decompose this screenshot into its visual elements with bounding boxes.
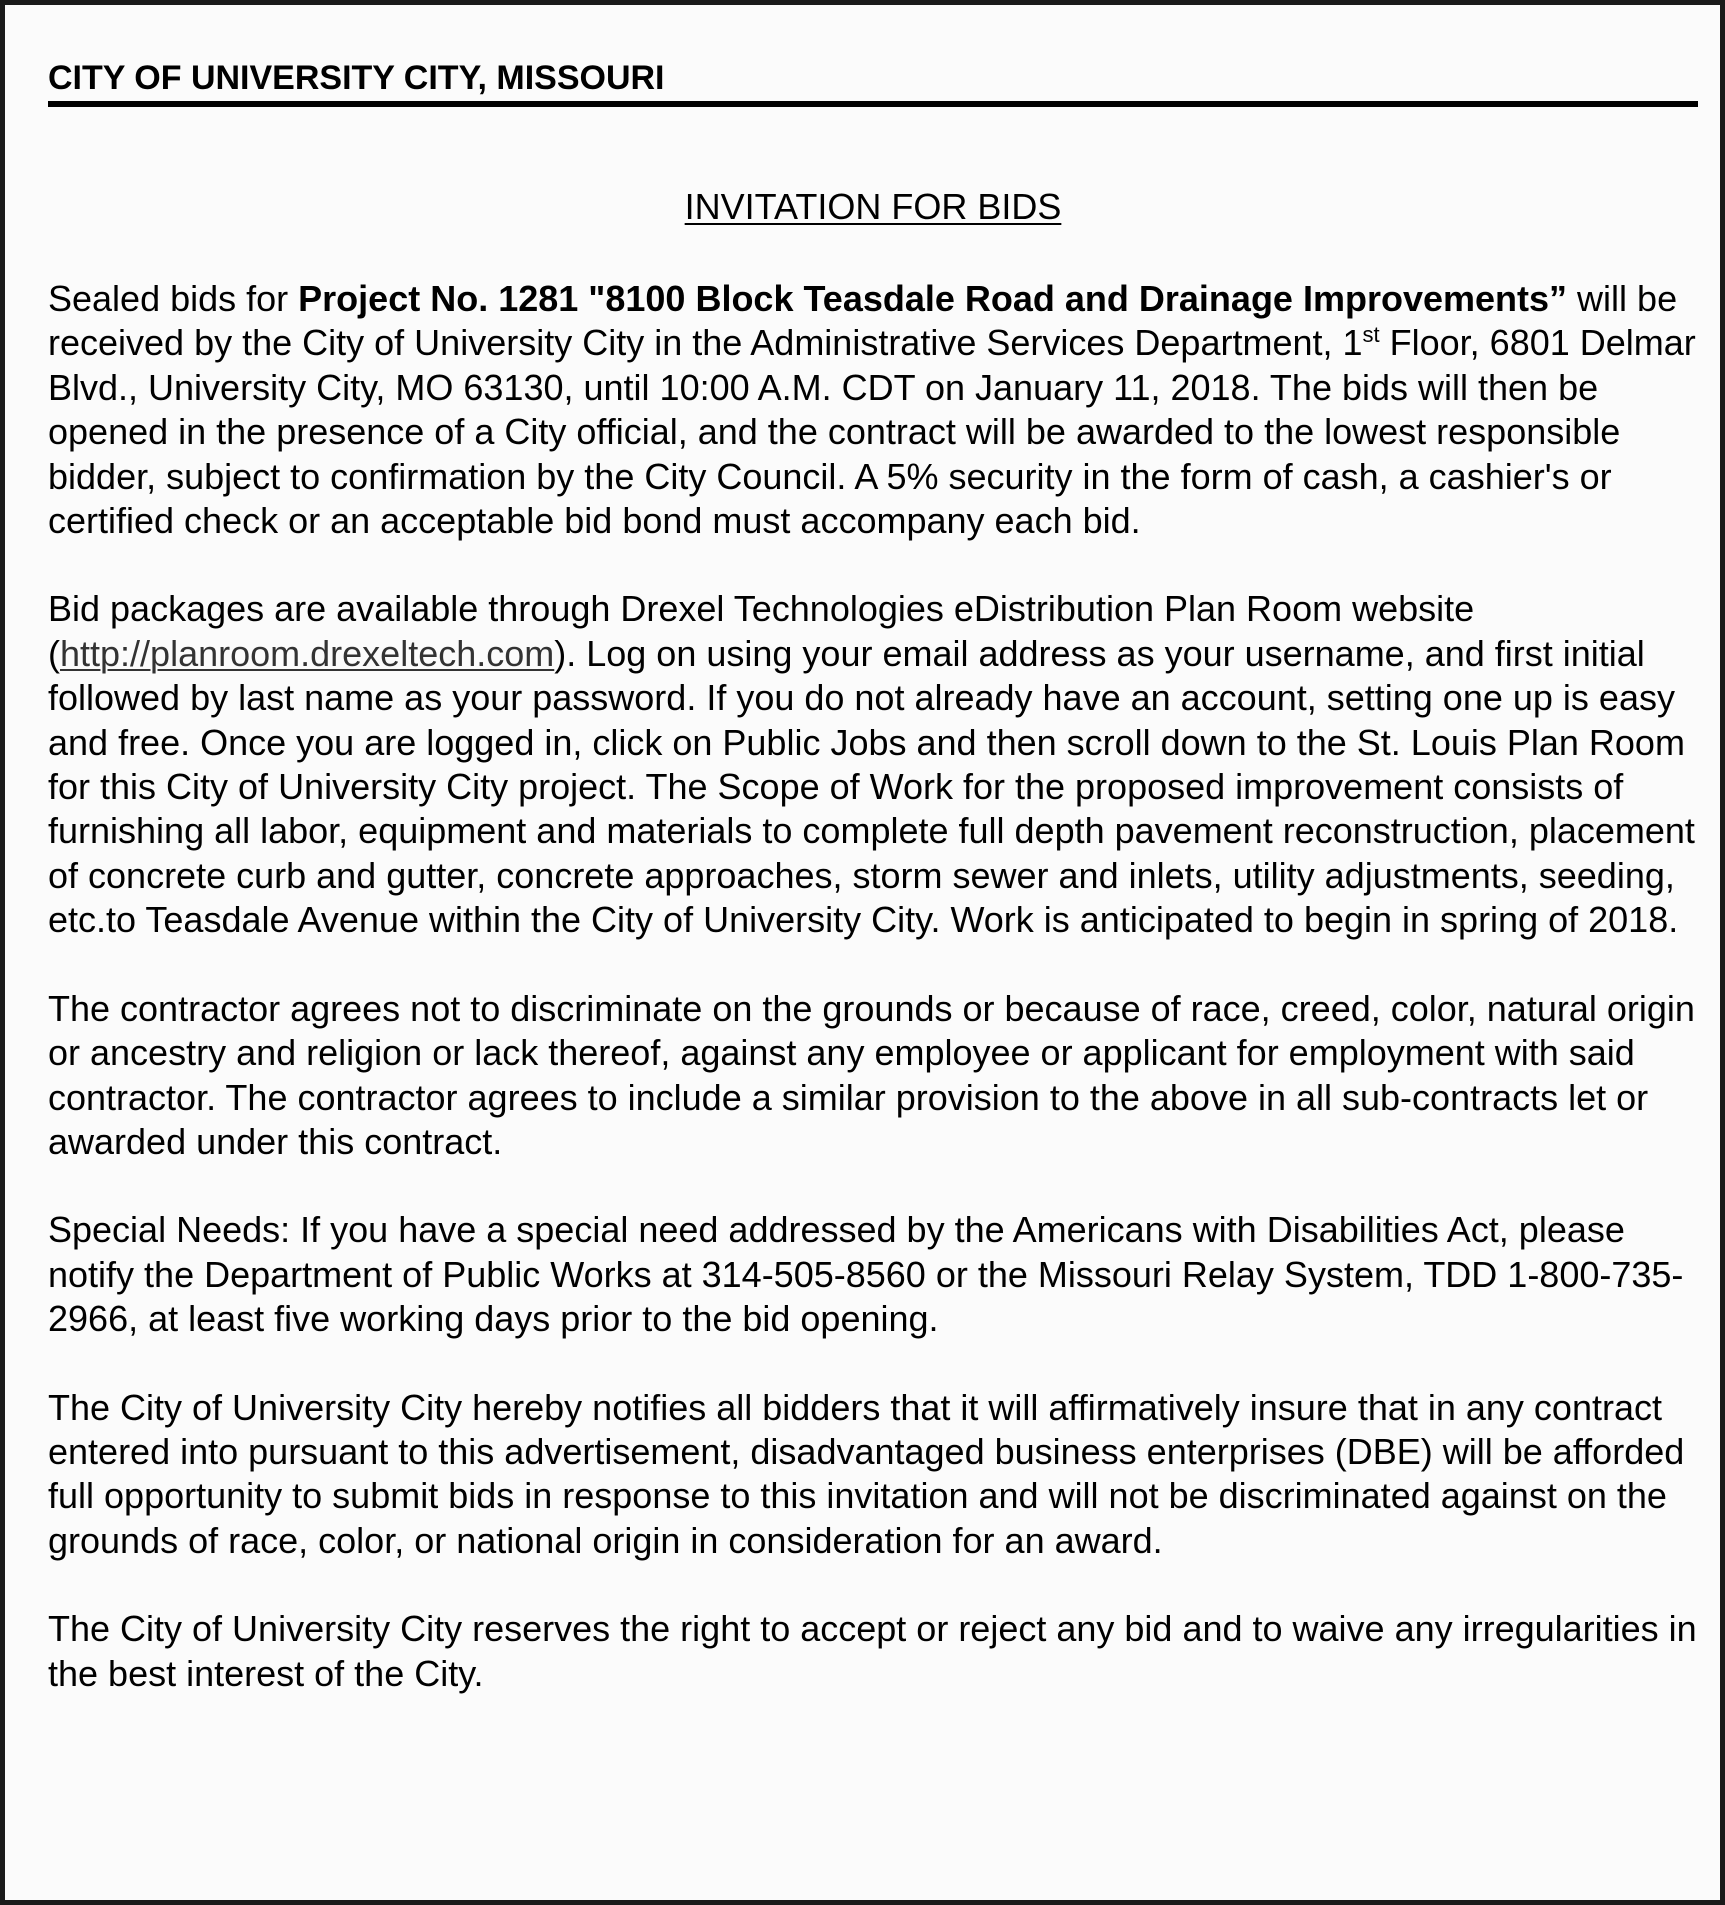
- bid-submission-paragraph: [48, 277, 1698, 543]
- submission-text-b: Floor, 6801 Delmar Blvd., University City, MO 63130, until 10:00 A.M. CDT on January 11, 2018. The bids will then be opened in the presence of a City official, and the contract will be awarded to the lowest responsible bidder, subject to confirmation by the City Council. A 5% security in the form of cash, a cashier's or certified check or an acceptable bid bond must accompany each bid.: [48, 322, 1696, 542]
- organization-header: CITY OF UNIVERSITY CITY, MISSOURI: [48, 57, 1698, 107]
- special-needs-paragraph: Special Needs: If you have a special need addressed by the Americans with Disabilities Act, please notify the Department of Public Works at 314-505-8560 or the Missouri Relay System, TDD 1-800-735-2966, at least five working days prior to the bid opening.: [48, 1209, 1684, 1340]
- packages-text-b: ). Log on using your email address as your username, and first initial followed by last name as your password. If you do not already have an account, setting one up is easy and free. Once you are logged in, click on Public Jobs and then scroll down to the St. Louis Plan Room for this City of University City project. The Scope of Work for the proposed improvement consists of furnishing all labor, equipment and materials to complete full depth pavement reconstruction, placement of concrete curb and gutter, concrete approaches, storm sewer and inlets, utility adjustments, seeding, etc.to Teasdale Avenue within the City of University City. Work is anticipated to begin in spring of 2018.: [48, 632, 1695, 941]
- document-title-text: INVITATION FOR BIDS: [684, 186, 1062, 227]
- planroom-link[interactable]: http://planroom.drexeltech.com: [60, 632, 555, 674]
- document-title: [48, 185, 1698, 229]
- packages-text-a: Bid packages are available through Drexel Technologies eDistribution Plan Room website (: [48, 588, 1475, 674]
- bid-packages-paragraph: [48, 587, 1698, 942]
- reservation-of-rights-paragraph: The City of University City reserves the right to accept or reject any bid and to waive any irregularities in the best interest of the City.: [48, 1608, 1697, 1694]
- project-name: Project No. 1281 "8100 Block Teasdale Road and Drainage Improvements”: [298, 278, 1568, 319]
- submission-text-a: will be received by the City of University City in the Administrative Services Department, 1: [48, 278, 1678, 364]
- ordinal-suffix: st: [1362, 322, 1380, 348]
- intro-text: Sealed bids for: [48, 278, 299, 319]
- dbe-notice-paragraph: The City of University City hereby notifies all bidders that it will affirmatively insure that in any contract entered into pursuant to this advertisement, disadvantaged business enterprises (DBE) will be afforded full opportunity to submit bids in response to this invitation and will not be discriminated against on the grounds of race, color, or national origin in consideration for an award.: [48, 1386, 1685, 1561]
- document-page: [48, 57, 1698, 1696]
- nondiscrimination-paragraph: The contractor agrees not to discriminate on the grounds or because of race, creed, color, natural origin or ancestry and religion or lack thereof, against any employee or applicant for employment with said contractor. The contractor agrees to include a similar provision to the above in all sub-contracts let or awarded under this contract.: [48, 987, 1695, 1162]
